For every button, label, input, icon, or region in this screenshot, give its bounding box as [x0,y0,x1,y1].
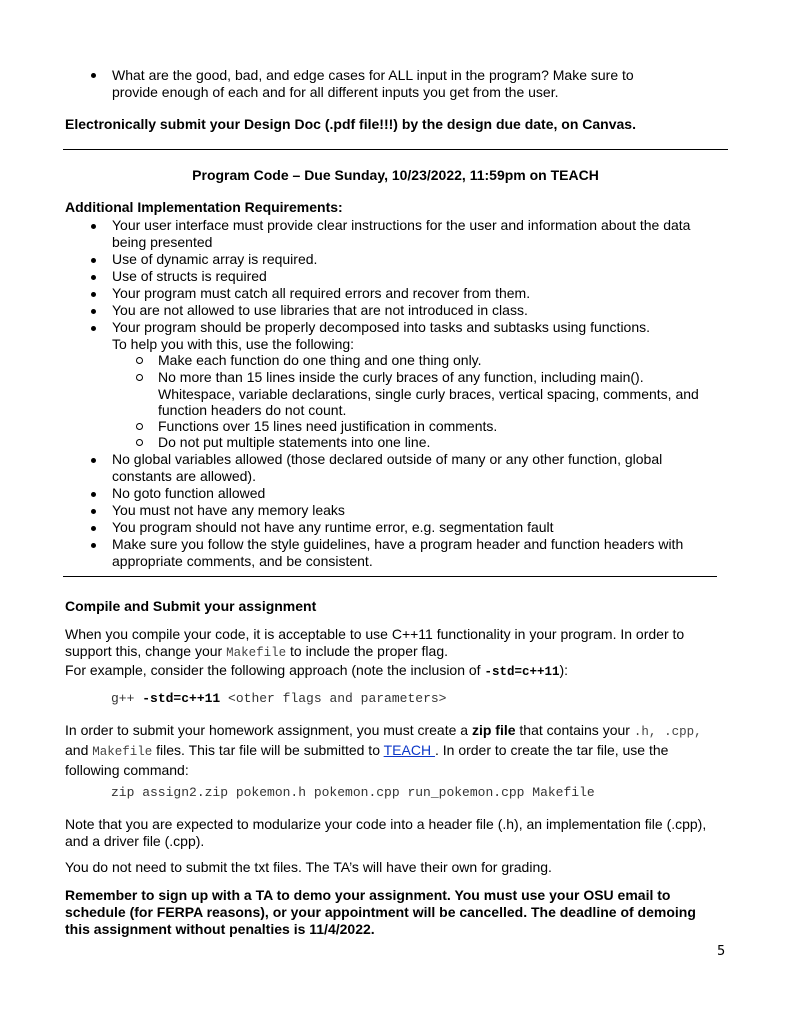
sub-bullet [136,374,143,381]
text-line: Whitespace, variable declarations, single curly braces, vertical spacing, comments, and [158,385,699,402]
text-line: Note that you are expected to modularize your code into a header file (.h), an implementation file (.cpp), [65,816,707,832]
text-span: to include the proper flag. [286,643,449,659]
bullet [91,73,96,78]
text-line: schedule (for FERPA reasons), or your appointment will be cancelled. The deadline of demoing [65,904,696,920]
bullet [91,292,96,297]
code-example-compile [111,691,446,708]
submit-paragraph [65,721,702,779]
list-item [112,217,690,250]
additional-heading: Additional Implementation Requirements: [65,199,343,215]
ext-cpp-code: .cpp, [664,725,702,739]
bullet [91,326,96,331]
bullet [91,492,96,497]
sub-list-item: Do not put multiple statements into one line. [158,434,431,450]
bullet [91,526,96,531]
sub-bullet [136,423,143,430]
text-span: and [65,742,93,758]
list-item: Your program must catch all required errors and recover from them. [112,285,531,301]
list-item: You program should not have any runtime error, e.g. segmentation fault [112,519,554,535]
code-span: g++ [111,691,143,706]
text-line: provide enough of each and for all different inputs you get from the user. [112,83,559,100]
bullet [91,458,96,463]
list-item: You are not allowed to use libraries that are not introduced in class. [112,302,528,318]
sub-list-item [158,369,699,419]
text-line: When you compile your code, it is acceptable to use C++11 functionality in your program. In order to [65,626,685,642]
sub-bullet [136,439,143,446]
list-item [112,536,683,569]
reminder-paragraph [65,887,696,938]
text-line [65,721,702,741]
text-line: being presented [112,233,213,250]
makefile-code: Makefile [226,646,287,660]
text-line: Remember to sign up with a TA to demo your assignment. You must use your OSU email to [65,887,671,903]
text-span: . In order to create the tar file, use the [434,742,669,758]
list-item: Use of dynamic array is required. [112,251,318,267]
text-line: No global variables allowed (those declared outside of many or any other function, global [112,451,663,467]
text-line: Your user interface must provide clear instructions for the user and information about the data [112,217,691,233]
ext-h-code: .h, [633,725,657,739]
text-line: function headers do not count. [158,402,347,418]
bullet [91,509,96,514]
text-line: No more than 15 lines inside the curly braces of any function, including main(). [158,369,644,385]
text-line: Make sure you follow the style guidelines, have a program header and function headers with [112,536,684,552]
text-line: To help you with this, use the following: [112,335,355,352]
submit-design-note: Electronically submit your Design Doc (.pdf file!!!) by the design due date, on Canvas. [65,116,636,132]
text-span: ): [559,662,569,678]
text-line: this assignment without penalties is 11/4/2022. [65,921,375,937]
code-span: <other flags and parameters> [220,691,447,706]
program-code-heading: Program Code – Due Sunday, 10/23/2022, 11:59pm on TEACH [192,167,599,183]
text-line: Your program should be properly decomposed into tasks and subtasks using functions. [112,319,651,335]
list-item: Use of structs is required [112,268,267,284]
sub-list-item: Functions over 15 lines need justification in comments. [158,418,498,434]
text-span: that contains your [515,722,634,738]
bullet [91,309,96,314]
divider [63,576,717,577]
text-line: constants are allowed). [112,467,256,484]
text-line: appropriate comments, and be consistent. [112,552,373,569]
teach-link[interactable]: TEACH [383,742,435,758]
compile-paragraph [65,626,684,681]
text-span: In order to submit your homework assignment, you must create a [65,722,472,738]
divider [63,149,728,150]
sub-list-item: Make each function do one thing and one thing only. [158,352,482,368]
makefile-code: Makefile [92,745,153,759]
code-flag: -std=c++11 [142,691,221,706]
bullet [91,275,96,280]
code-example-zip: zip assign2.zip pokemon.h pokemon.cpp run_pokemon.cpp Makefile [111,785,595,800]
bullet [91,224,96,229]
text-line [65,741,702,761]
text-span: files. This tar file will be submitted to [152,742,384,758]
list-item [112,451,662,484]
list-item: You must not have any memory leaks [112,502,345,518]
txt-files-note: You do not need to submit the txt files. The TA’s will have their own for grading. [65,859,552,875]
text-line: and a driver file (.cpp). [65,833,205,849]
modularize-paragraph [65,816,706,850]
list-item: No goto function allowed [112,485,266,501]
bullet [91,543,96,548]
page-number: 5 [717,944,726,959]
bullet-text [112,67,634,100]
text-line: What are the good, bad, and edge cases for ALL input in the program? Make sure to [112,67,634,83]
text-span: For example, consider the following approach (note the inclusion of [65,662,485,678]
bullet [91,258,96,263]
sub-bullet [136,357,143,364]
text-line [65,662,684,681]
std-flag-code: -std=c++11 [484,665,560,679]
list-item [112,319,650,352]
text-line: following command: [65,762,189,778]
text-line [65,643,684,662]
text-span: support this, change your [65,643,227,659]
compile-heading: Compile and Submit your assignment [65,598,317,614]
zip-file-emphasis: zip file [471,722,516,738]
